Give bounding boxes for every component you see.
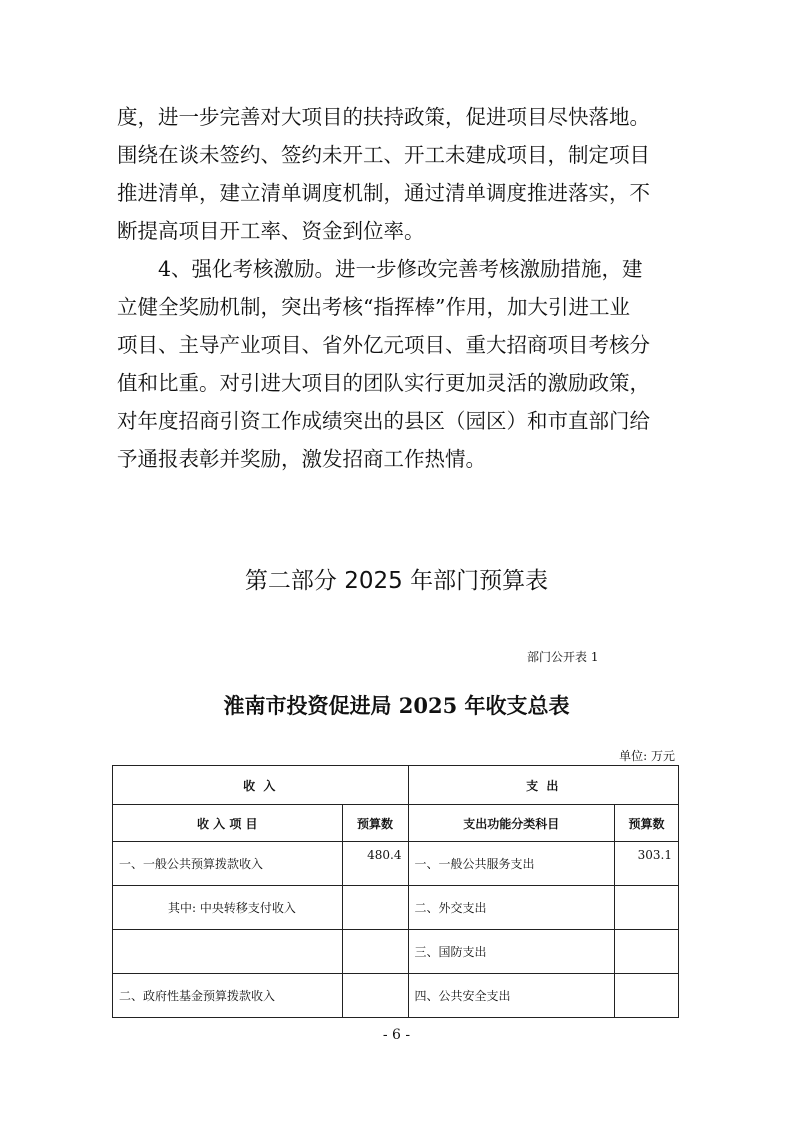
- unit-label: 单位: 万元: [619, 749, 675, 763]
- table-row: [113, 886, 679, 930]
- income-budget-cell: [342, 930, 408, 974]
- income-item-cell: 二、政府性基金预算拨款收入: [113, 974, 343, 1018]
- table-title: 淮南市投资促进局 2025 年收支总表: [223, 693, 570, 718]
- table-column-header-row: [113, 805, 679, 842]
- table-group-header-row: [113, 766, 679, 805]
- table-row: [113, 974, 679, 1018]
- col-expense-item: 支出功能分类科目: [408, 805, 615, 842]
- expense-item-cell: 一、一般公共服务支出: [408, 842, 615, 886]
- expense-item-cell: 二、外交支出: [408, 886, 615, 930]
- paragraph-line: 项目、主导产业项目、省外亿元项目、重大招商项目考核分: [117, 333, 650, 357]
- paragraph-line: 值和比重。对引进大项目的团队实行更加灵活的激励政策，: [117, 371, 650, 395]
- paragraph-line: 4、强化考核激励。进一步修改完善考核激励措施，建: [158, 257, 643, 281]
- page-number: - 6 -: [382, 1027, 411, 1043]
- paragraph-line: 推进清单，建立清单调度机制，通过清单调度推进落实，不: [117, 181, 650, 205]
- col-income-budget: 预算数: [342, 805, 408, 842]
- paragraph-line: 对年度招商引资工作成绩突出的县区（园区）和市直部门给: [117, 409, 650, 433]
- budget-summary-table: [112, 765, 679, 1018]
- income-group-header: 收 入: [113, 766, 409, 805]
- col-expense-budget: 预算数: [615, 805, 679, 842]
- expense-item-cell: 三、国防支出: [408, 930, 615, 974]
- expense-budget-cell: [615, 886, 679, 930]
- expense-item-cell: 四、公共安全支出: [408, 974, 615, 1018]
- paragraph-line: 立健全奖励机制，突出考核“指挥棒”作用，加大引进工业: [117, 295, 630, 319]
- body-paragraph-1: [117, 98, 679, 250]
- table-row: [113, 842, 679, 886]
- income-item-cell: [113, 930, 343, 974]
- paragraph-line: 围绕在谈未签约、签约未开工、开工未建成项目，制定项目: [117, 143, 650, 167]
- expense-group-header: 支 出: [408, 766, 679, 805]
- income-budget-cell: [342, 974, 408, 1018]
- table-row: [113, 930, 679, 974]
- paragraph-line: 予通报表彰并奖励，激发招商工作热情。: [117, 447, 486, 471]
- section-heading: 第二部分 2025 年部门预算表: [244, 568, 549, 594]
- income-item-cell: 一、一般公共预算拨款收入: [113, 842, 343, 886]
- paragraph-line: 断提高项目开工率、资金到位率。: [117, 219, 425, 243]
- form-id-label: 部门公开表 1: [527, 650, 599, 664]
- body-paragraph-2: [117, 250, 679, 478]
- income-budget-cell: [342, 886, 408, 930]
- expense-budget-cell: [615, 930, 679, 974]
- expense-budget-cell: 303.1: [615, 842, 679, 886]
- income-item-cell: 其中: 中央转移支付收入: [113, 886, 343, 930]
- col-income-item: 收 入 项 目: [113, 805, 343, 842]
- income-budget-cell: 480.4: [342, 842, 408, 886]
- paragraph-line: 度，进一步完善对大项目的扶持政策，促进项目尽快落地。: [117, 105, 650, 129]
- expense-budget-cell: [615, 974, 679, 1018]
